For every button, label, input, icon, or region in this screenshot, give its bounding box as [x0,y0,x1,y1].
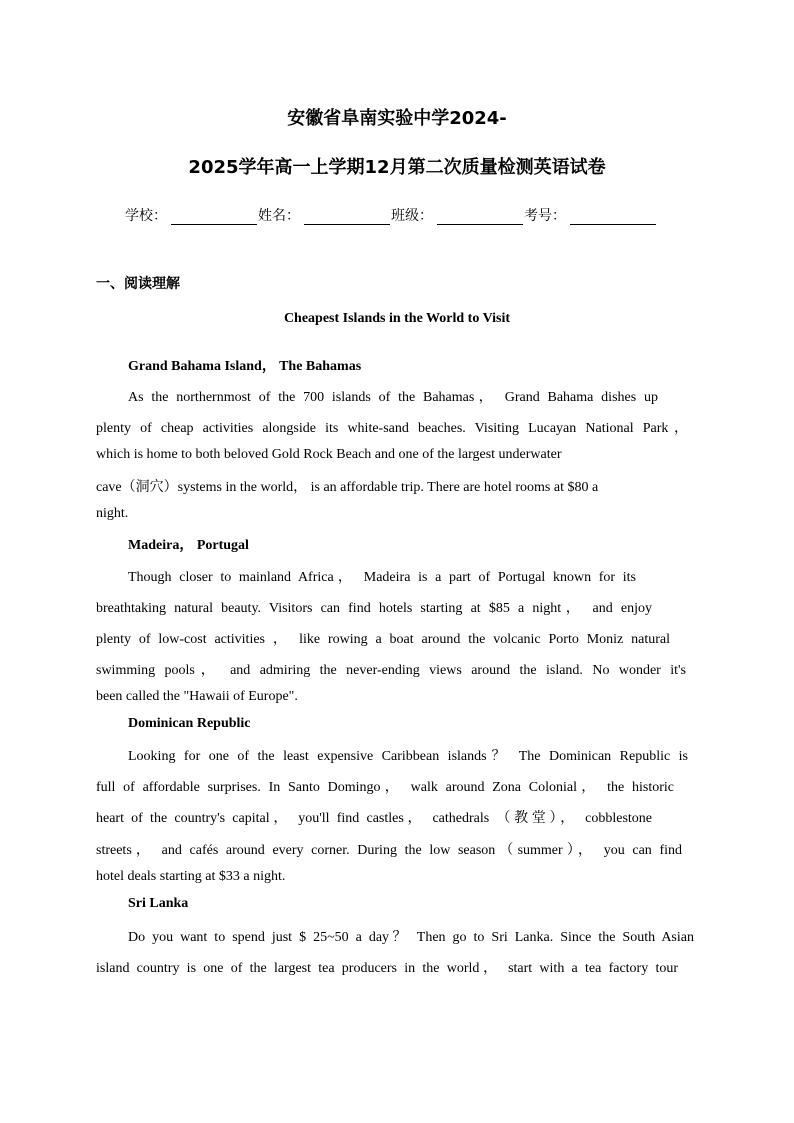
island-heading: Sri Lanka [128,896,189,911]
paragraph-line: night. [96,506,129,521]
article-title: Cheapest Islands in the World to Visit [283,311,511,326]
paragraph-line: plenty of cheap activities alongside its white-sand beaches. Visiting Lucayan National Park， [96,421,688,436]
student-info-row [125,205,657,225]
paragraph-line: Do you want to spend just $ 25~50 a day？ Then go to Sri Lanka. Since the South Asian [128,930,694,945]
name-blank[interactable] [304,210,390,225]
paragraph-line: cave（洞穴）systems in the world， is an affordable trip. There are hotel rooms at $80 a [96,480,599,495]
island-heading: Dominican Republic [128,716,251,731]
exam-title-line-1: 安徽省阜南实验中学2024- [287,108,507,129]
paragraph-line: streets， and cafés around every corner. During the low season（summer）， you can find [96,843,682,858]
name-label: 姓名： [258,208,300,224]
school-field [125,205,258,225]
exam-number-blank[interactable] [570,210,656,225]
exam-title-line-2: 2025学年高一上学期12月第二次质量检测英语试卷 [188,157,606,178]
paragraph-line: As the northernmost of the 700 islands of the Bahamas， Grand Bahama dishes up [128,390,658,405]
island-heading: Madeira， Portugal [128,538,249,553]
paragraph-line: plenty of low-cost activities ， like rowing a boat around the volcanic Porto Moniz natural [96,632,670,647]
paragraph-line: heart of the country's capital， you'll find castles， cathedrals （教堂）， cobblestone [96,811,652,826]
paragraph-line: hotel deals starting at $33 a night. [96,869,286,884]
exam-number-field [524,205,657,225]
paragraph-line: full of affordable surprises. In Santo Domingo， walk around Zona Colonial， the historic [96,780,674,795]
paragraph-line: been called the "Hawaii of Europe". [96,689,298,704]
class-label: 班级： [391,208,433,224]
school-label: 学校： [125,208,167,224]
island-heading: Grand Bahama Island， The Bahamas [128,359,362,374]
name-field [258,205,391,225]
paragraph-line: breathtaking natural beauty. Visitors can find hotels starting at $85 a night， and enjoy [96,601,652,616]
paragraph-line: Looking for one of the least expensive Caribbean islands？ The Dominican Republic is [128,749,688,764]
section-heading: 一、阅读理解 [96,276,180,292]
paragraph-line: which is home to both beloved Gold Rock Beach and one of the largest underwater [96,447,562,462]
paragraph-line: island country is one of the largest tea producers in the world， start with a tea factory tour [96,961,678,976]
class-field [391,205,524,225]
paragraph-line: Though closer to mainland Africa， Madeira is a part of Portugal known for its [128,570,636,585]
school-blank[interactable] [171,210,257,225]
class-blank[interactable] [437,210,523,225]
paragraph-line: swimming pools， and admiring the never-ending views around the island. No wonder it's [96,663,686,678]
exam-number-label: 考号： [524,208,566,224]
